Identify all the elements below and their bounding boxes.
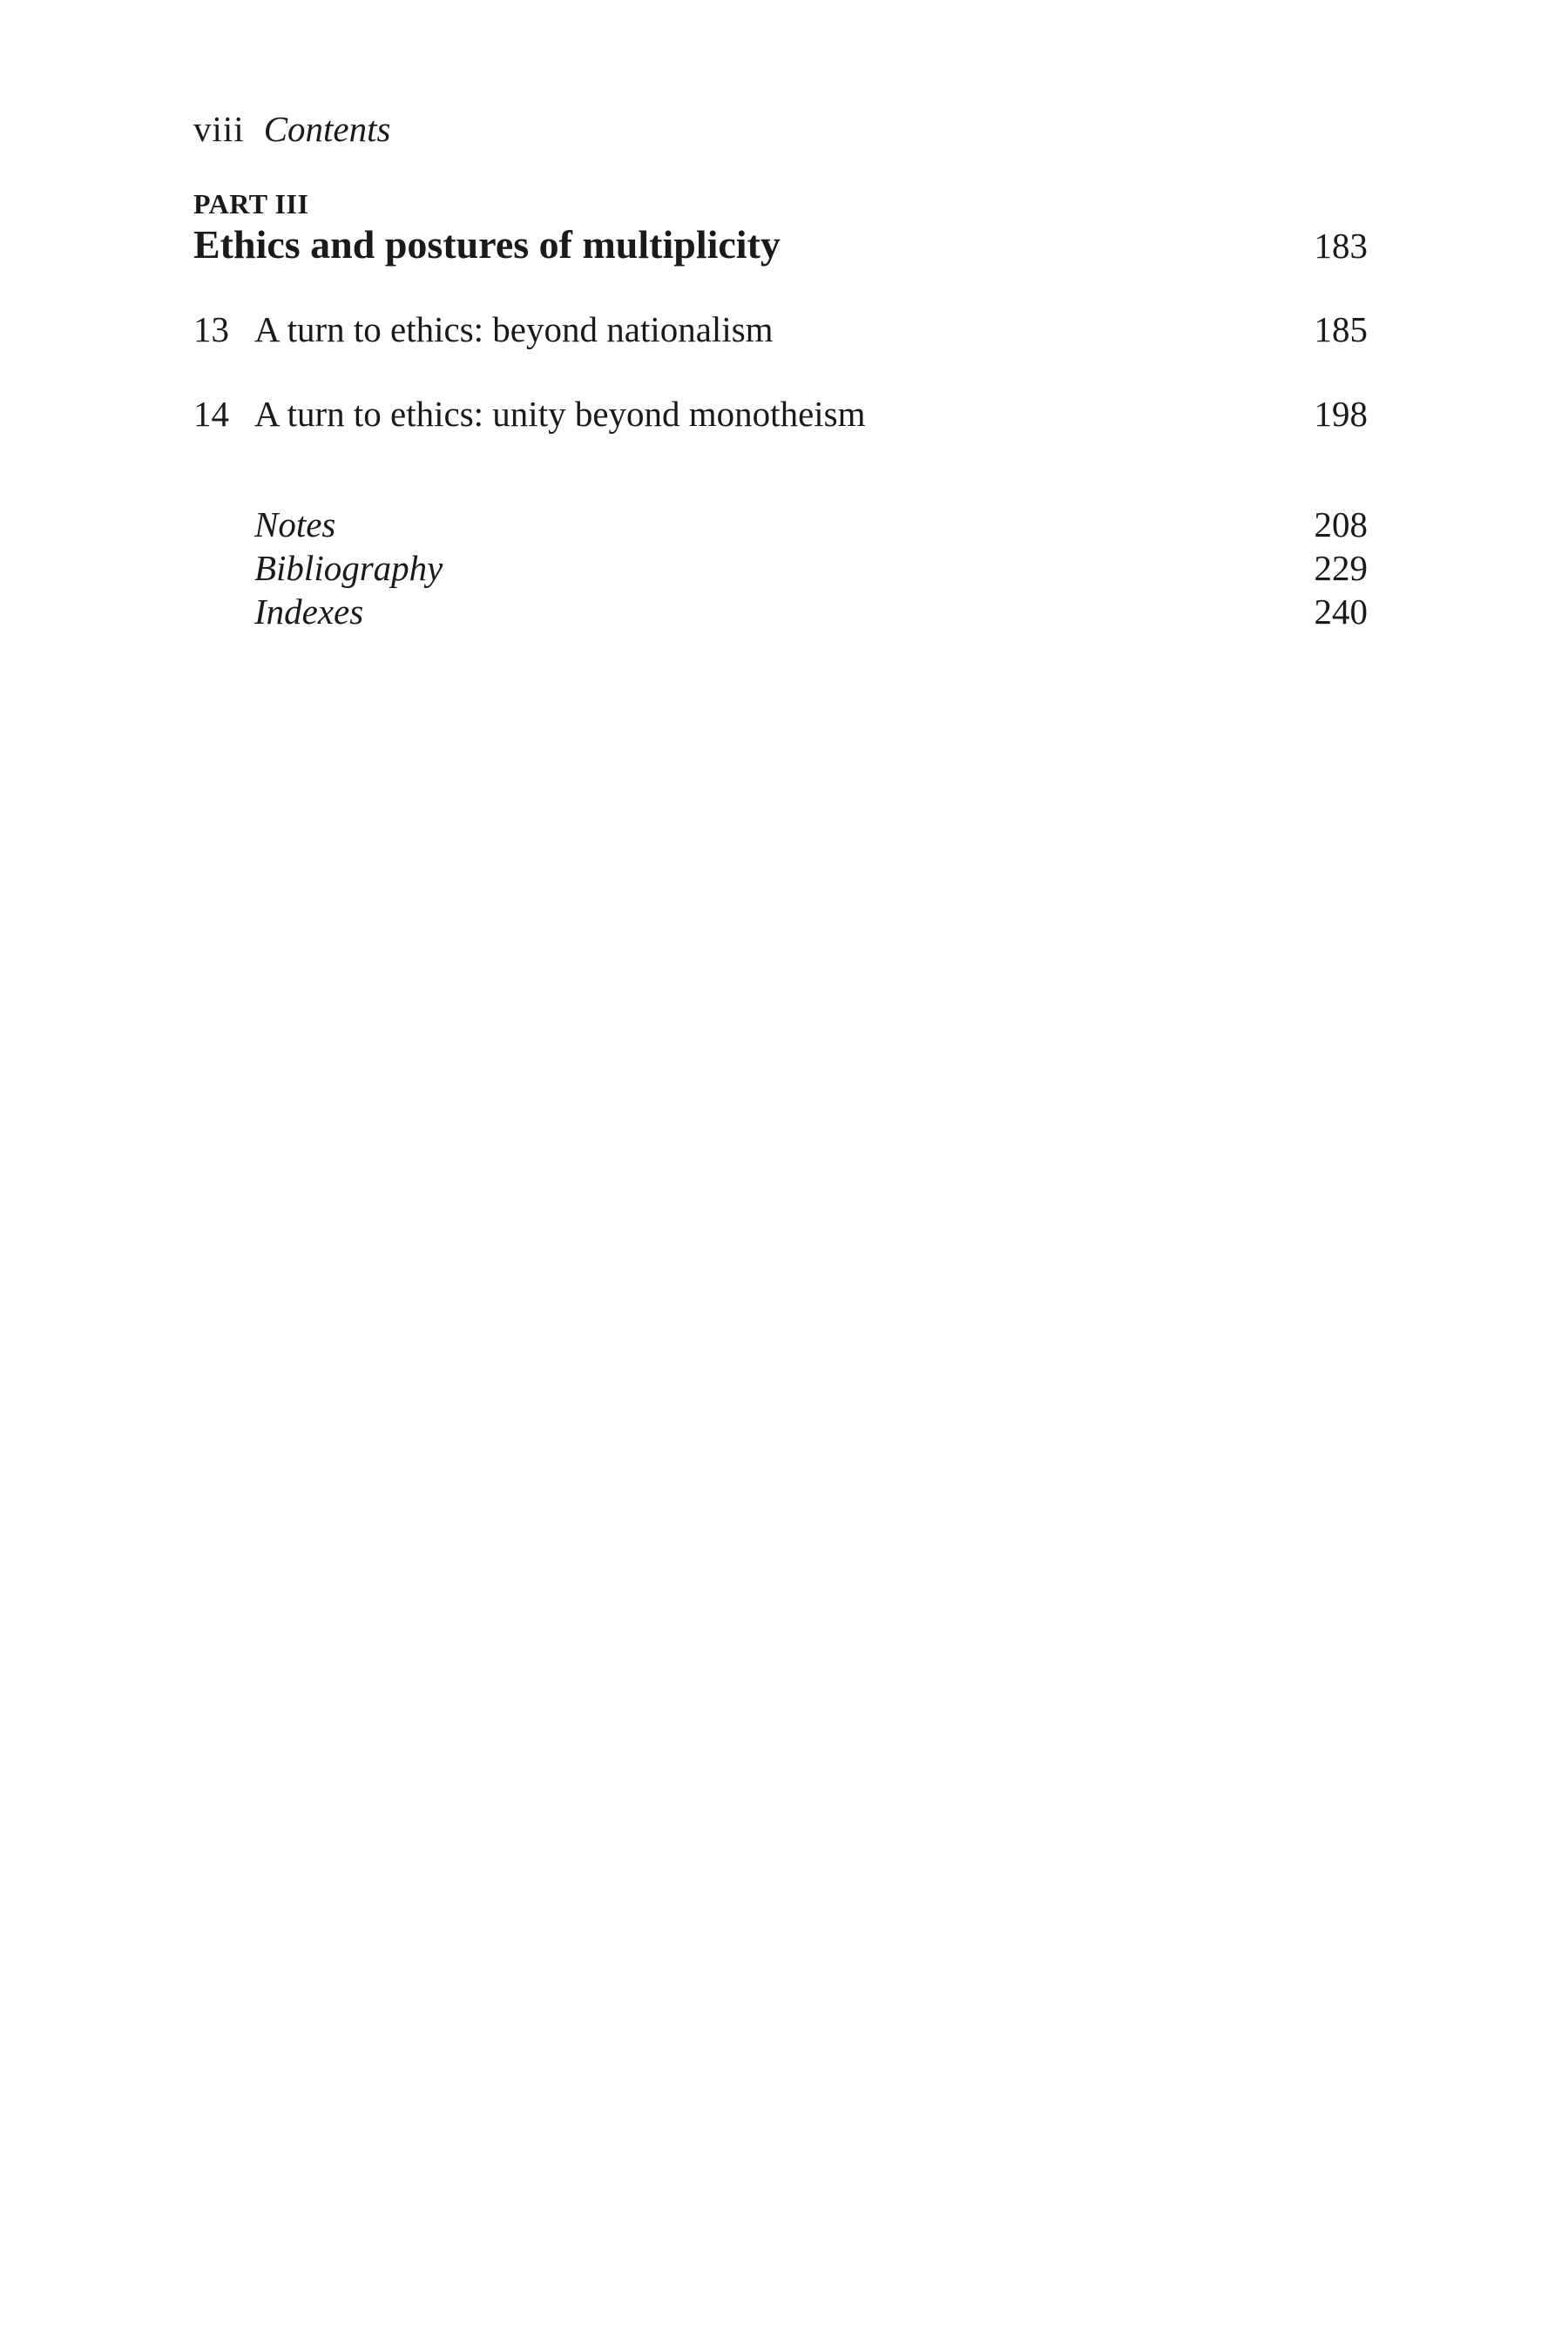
- toc-entry-back-matter: [193, 505, 1368, 544]
- toc-entry-part: [193, 223, 1368, 267]
- toc-page-number: 183: [1314, 226, 1368, 266]
- chapter-title: A turn to ethics: beyond nationalism: [254, 309, 774, 349]
- chapter-number: 14: [193, 394, 229, 434]
- toc-page-number: 185: [1314, 309, 1368, 349]
- toc-entry-back-matter: [193, 592, 1368, 632]
- part-title: Ethics and postures of multiplicity: [193, 222, 781, 267]
- running-head-title: Contents: [263, 109, 391, 149]
- back-matter-label: Bibliography: [254, 548, 443, 588]
- back-matter-label: Indexes: [254, 591, 364, 632]
- toc-page-number: 229: [1314, 548, 1368, 588]
- toc-entry-chapter: [193, 310, 1368, 349]
- toc-page-number: 208: [1314, 504, 1368, 544]
- page-folio: viii: [193, 109, 245, 149]
- toc-page-number: 240: [1314, 591, 1368, 632]
- toc-entry-chapter: [193, 395, 1368, 434]
- chapter-number: 13: [193, 309, 229, 349]
- back-matter-label: Notes: [254, 504, 336, 544]
- chapter-line: [193, 395, 866, 434]
- part-label: PART III: [193, 188, 309, 220]
- toc-entry-back-matter: [193, 549, 1368, 588]
- running-head: [193, 109, 391, 149]
- chapter-line: [193, 310, 774, 349]
- chapter-title: A turn to ethics: unity beyond monotheism: [254, 394, 866, 434]
- toc-page-number: 198: [1314, 394, 1368, 434]
